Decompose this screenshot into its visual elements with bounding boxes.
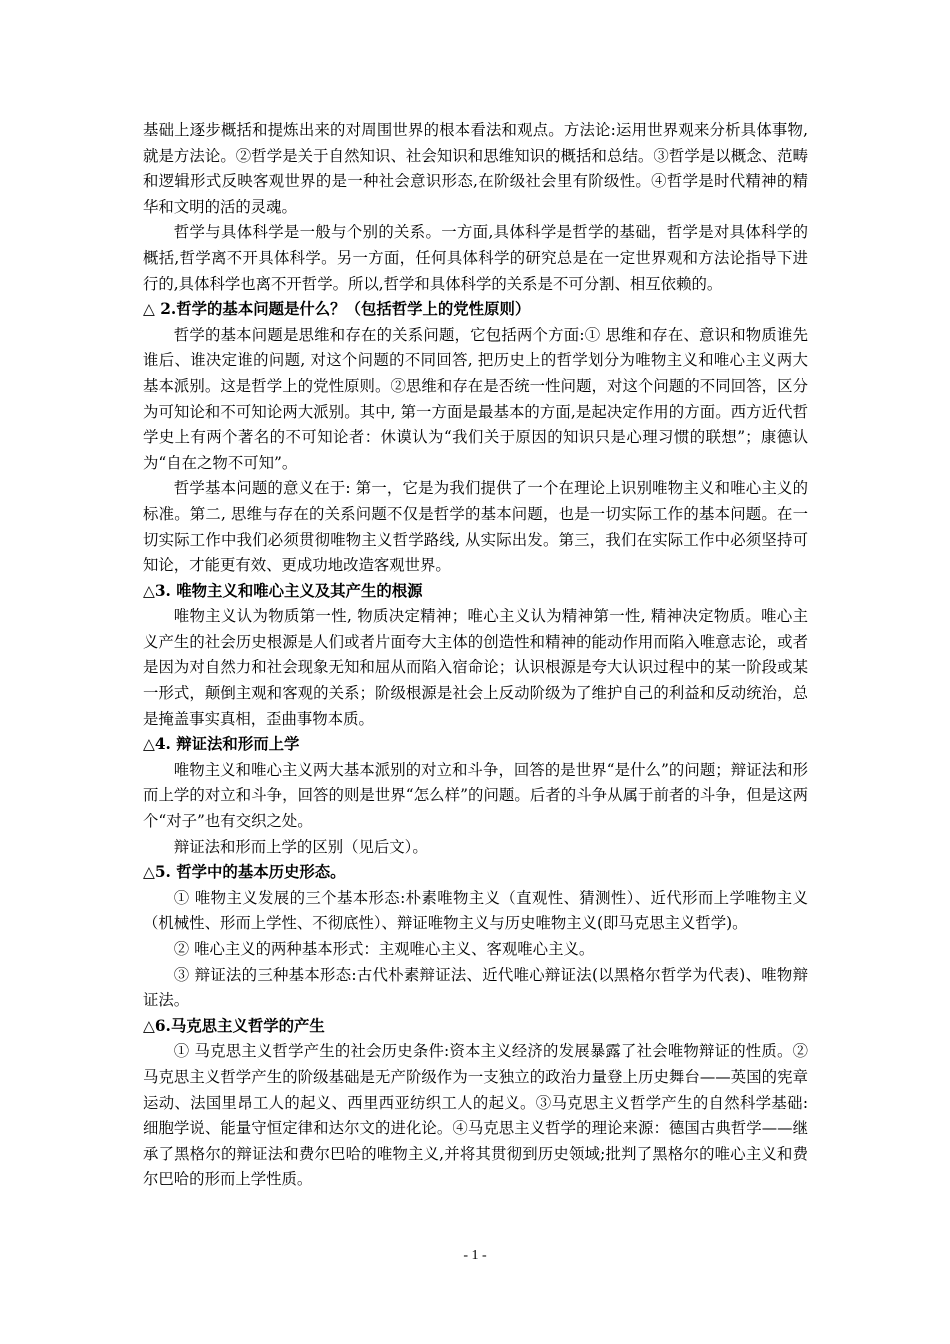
heading-marxism-origin: △6.马克思主义哲学的产生: [143, 1016, 325, 1035]
paragraph-idealism-forms: ② 唯心主义的两种基本形式：主观唯心主义、客观唯心主义。: [173, 940, 595, 958]
paragraph-marxism-origin: ① 马克思主义哲学产生的社会历史条件:资本主义经济的发展暴露了社会唯物辩证的性质。②马克思主义哲学产生的阶级基础是无产阶级作为一支独立的政治力量登上历史舞台——英国的宪章运动、法国里昂工人的起义、西里西亚纺织工人的起义。③马克思主义哲学产生的自然科学基础:细胞学说、能量守恒定律和达尔文的进化论。④马克思主义哲学的理论来源：德国古典哲学——继承了黑格尔的辩证法和费尔巴哈的唯物主义,并将其贯彻到历史领域;批判了黑格尔的唯心主义和费尔巴哈的形而上学性质。: [143, 1042, 808, 1189]
paragraph-basic-question-significance: 哲学基本问题的意义在于: 第一，它是为我们提供了一个在理论上识别唯物主义和唯心主义的标准。第二, 思维与存在的关系问题不仅是哲学的基本问题，也是一切实际工作的基本问题。在一切实际工作中我们必须贯彻唯物主义哲学路线, 从实际出发。第三，我们在实际工作中必须坚持可知论，才能更有效、更成功地改造客观世界。: [143, 479, 808, 575]
paragraph-materialism-idealism: 唯物主义认为物质第一性, 物质决定精神；唯心主义认为精神第一性, 精神决定物质。唯心主义产生的社会历史根源是人们或者片面夸大主体的创造性和精神的能动作用而陷入唯意志论，或者是因为对自然力和社会现象无知和屈从而陷入宿命论；认识根源是夸大认识过程中的某一阶段或某一形式，颠倒主观和客观的关系；阶级根源是社会上反动阶级为了维护自己的利益和反动统治，总是掩盖事实真相，歪曲事物本质。: [143, 607, 808, 728]
paragraph-dialectics-metaphysics: 唯物主义和唯心主义两大基本派别的对立和斗争，回答的是世界“是什么”的问题；辩证法和形而上学的对立和斗争，回答的则是世界“怎么样”的问题。后者的斗争从属于前者的斗争，但是这两个“对子”也有交织之处。: [143, 760, 808, 831]
paragraph-basic-question: 哲学的基本问题是思维和存在的关系问题，它包括两个方面:① 思维和存在、意识和物质谁先谁后、谁决定谁的问题, 对这个问题的不同回答, 把历史上的哲学划分为唯物主义和唯心主义两大基本派别。这是哲学上的党性原则。②思维和存在是否统一性问题，对这个问题的不同回答，区分为可知论和不可知论两大派别。其中, 第一方面是最基本的方面,是起决定作用的方面。西方近代哲学史上有两个著名的不可知论者：休谟认为“我们关于原因的知识只是心理习惯的联想”；康德认为“自在之物不可知”。: [143, 325, 808, 472]
page-number: - 1 -: [463, 1248, 487, 1263]
heading-historical-forms: △5. 哲学中的基本历史形态。: [143, 863, 346, 882]
paragraph-worldview-methodology: 基础上逐步概括和提炼出来的对周围世界的根本看法和观点。方法论:运用世界观来分析具体事物,就是方法论。②哲学是关于自然知识、社会知识和思维知识的概括和总结。③哲学是以概念、范畴和逻辑形式反映客观世界的是一种社会意识形态,在阶级社会里有阶级性。④哲学是时代精神的精华和文明的活的灵魂。: [143, 121, 808, 216]
paragraph-dialectics-difference: 辩证法和形而上学的区别（见后文）。: [173, 837, 428, 856]
paragraph-philosophy-and-science: 哲学与具体科学是一般与个别的关系。一方面,具体科学是哲学的基础，哲学是对具体科学的概括,哲学离不开具体科学。另一方面，任何具体科学的研究总是在一定世界观和方法论指导下进行的,具体科学也离不开哲学。所以,哲学和具体科学的关系是不可分割、相互依赖的。: [143, 223, 808, 293]
paragraph-materialism-forms: ① 唯物主义发展的三个基本形态:朴素唯物主义（直观性、猜测性）、近代形而上学唯物主义（机械性、形而上学性、不彻底性）、辩证唯物主义与历史唯物主义(即马克思主义哲学)。: [143, 888, 808, 933]
document-body: [143, 118, 808, 1193]
paragraph-dialectics-forms: ③ 辩证法的三种基本形态:古代朴素辩证法、近代唯心辩证法(以黑格尔哲学为代表)、唯物辩证法。: [143, 965, 808, 1010]
heading-basic-question: △ 2.哲学的基本问题是什么？（包括哲学上的党性原则）: [143, 300, 531, 319]
heading-dialectics-metaphysics: △4. 辩证法和形而上学: [143, 735, 300, 754]
heading-materialism-idealism: △3. 唯物主义和唯心主义及其产生的根源: [143, 581, 423, 600]
